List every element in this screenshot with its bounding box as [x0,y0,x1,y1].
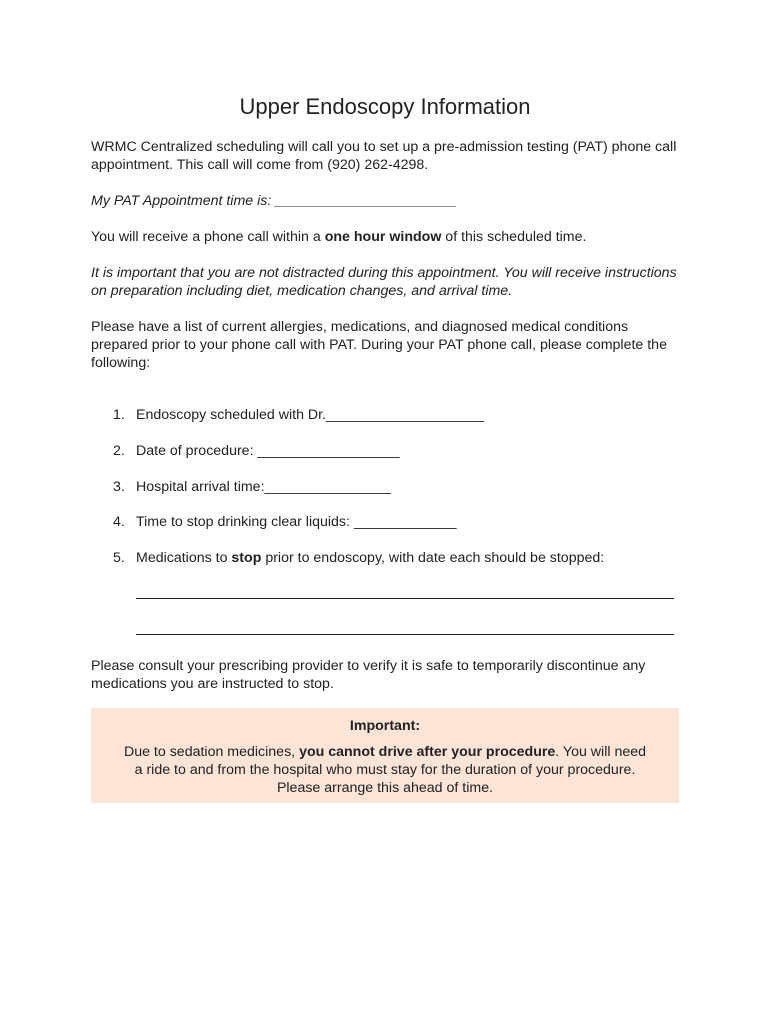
intro-paragraph: WRMC Centralized scheduling will call you to set up a pre-admission testing (PAT) phone call appointment. This call will come from (920) 262-4298. [91,139,677,173]
list-item-emphasis: stop [231,550,262,566]
list-item-text: Hospital arrival time:________________ [136,479,391,495]
important-note-paragraph: It is important that you are not distracted during this appointment. You will receive instructions on preparation including diet, medication changes, and arrival time. [91,265,677,299]
callout-text-end: . You will need a ride to and from the hospital who must stay for the duration of your procedure. Please arrange this ahead of time. [134,744,647,796]
pat-appointment-time-line: My PAT Appointment time is: _______________________ [91,193,457,209]
list-number: 4. [113,514,125,530]
phone-window-text-start: You will receive a phone call within a [91,229,325,245]
callout-emphasis: you cannot drive after your procedure [299,744,556,760]
list-number: 5. [113,550,125,566]
list-number: 2. [113,443,125,459]
list-number: 3. [113,479,125,495]
list-item-text-start: Medications to [136,550,232,566]
list-item-arrival-time [113,478,693,496]
callout-body [121,743,649,797]
prepare-list-paragraph: Please have a list of current allergies, medications, and diagnosed medical conditions prepared prior to your phone call with PAT. During your PAT phone call, please complete the following: [91,319,667,371]
list-item-text-end: prior to endoscopy, with date each should be stopped: [261,550,605,566]
list-item-text: Date of procedure: __________________ [136,443,400,459]
list-item-clear-liquids [113,513,693,531]
phone-window-text-end: of this scheduled time. [441,229,587,245]
medication-blank-line-2 [136,634,674,635]
list-item-doctor [113,406,693,424]
callout-text-start: Due to sedation medicines, [123,744,300,760]
list-item-text: Time to stop drinking clear liquids: _____________ [136,514,457,530]
callout-heading: Important: [349,718,421,734]
list-number: 1. [113,407,125,423]
medication-blank-line-1 [136,598,674,599]
consult-provider-paragraph: Please consult your prescribing provider to verify it is safe to temporarily discontinue any medications you are instructed to stop. [91,658,646,692]
phone-window-paragraph [91,228,681,246]
page-title: Upper Endoscopy Information [239,94,531,119]
important-callout-box [91,708,679,803]
phone-window-emphasis: one hour window [324,229,442,245]
list-item-text: Endoscopy scheduled with Dr.____________________ [136,407,484,423]
list-item-procedure-date [113,442,693,460]
list-item-medications [113,549,693,567]
